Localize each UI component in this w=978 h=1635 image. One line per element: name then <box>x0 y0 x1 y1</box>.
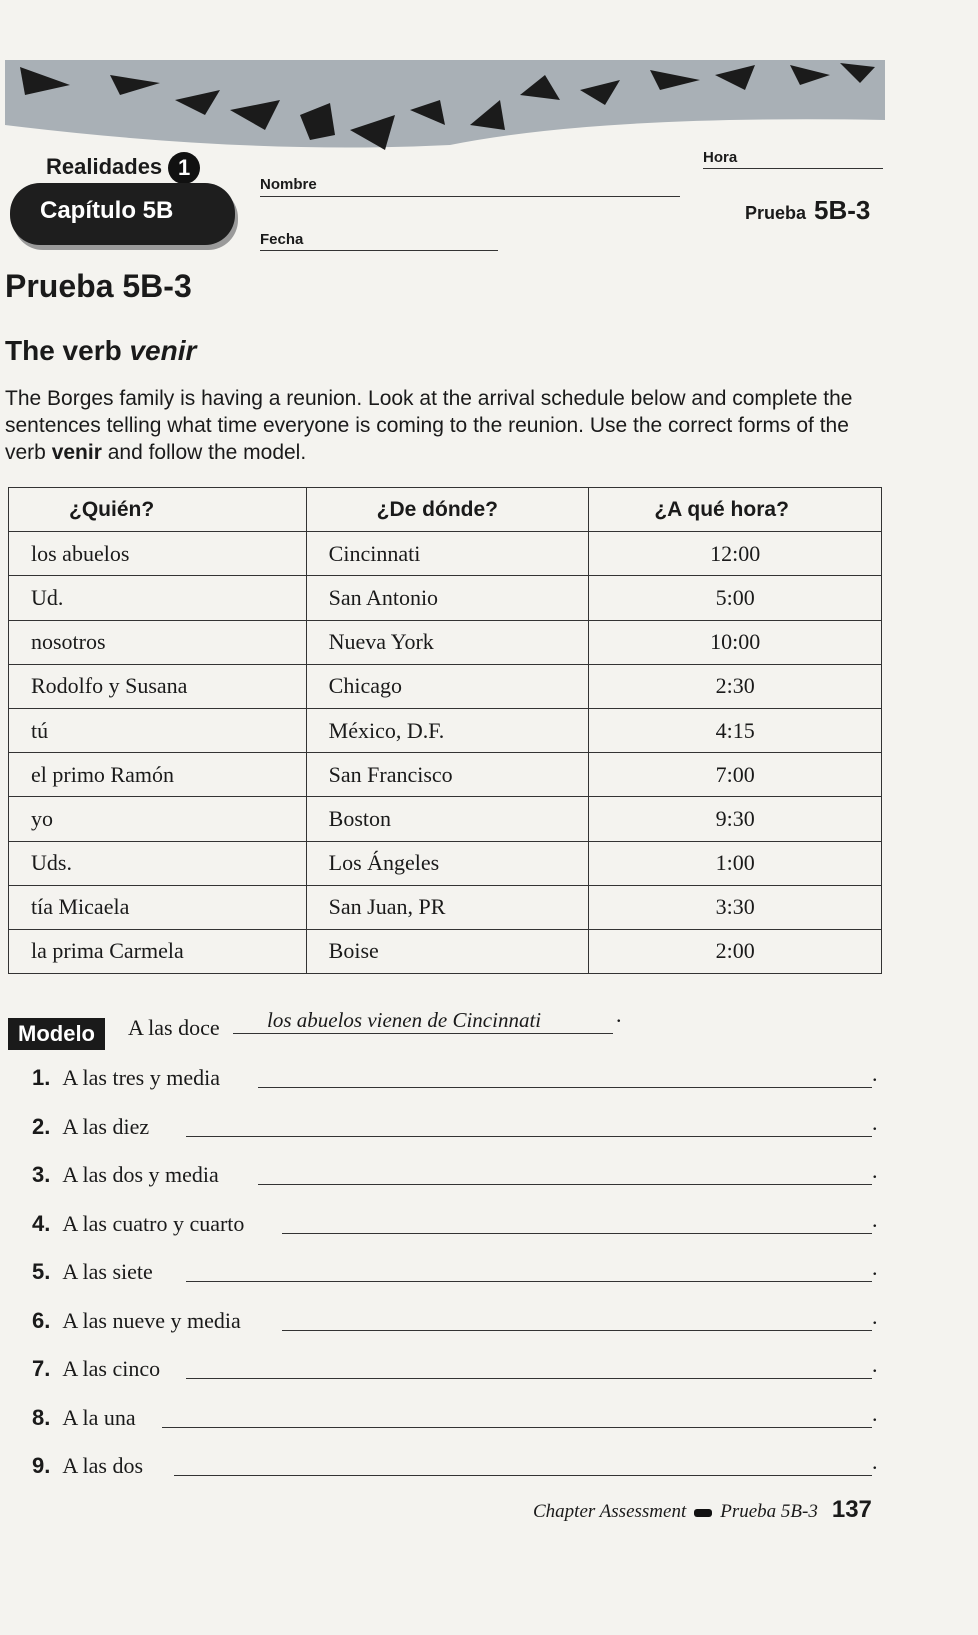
cell-de-donde: Los Ángeles <box>306 841 589 885</box>
footer-separator <box>694 1509 712 1517</box>
question-prompt: A las tres y media <box>62 1065 220 1090</box>
instructions <box>5 385 890 466</box>
question-item <box>32 1405 136 1431</box>
question-number: 7. <box>32 1356 51 1381</box>
answer-period: . <box>872 1352 878 1377</box>
nombre-line[interactable] <box>260 196 680 197</box>
instructions-part2: and follow the model. <box>101 441 307 464</box>
question-prompt: A las nueve y media <box>62 1307 241 1333</box>
question-number: 5. <box>32 1259 51 1284</box>
question-prompt: A las diez <box>62 1113 150 1139</box>
answer-period: . <box>872 1400 878 1426</box>
question-item <box>32 1259 153 1285</box>
question-item <box>32 1308 241 1334</box>
page-title: Prueba 5B-3 <box>5 268 192 304</box>
answer-period: . <box>872 1061 878 1086</box>
cell-quien: el primo Ramón <box>9 753 307 797</box>
header-quien: ¿Quién? <box>9 488 307 532</box>
answer-line[interactable] <box>282 1233 872 1234</box>
cell-quien: Uds. <box>9 841 307 885</box>
model-period: . <box>616 1002 622 1027</box>
cell-hora: 3:30 <box>589 885 882 929</box>
question-number: 8. <box>32 1404 51 1430</box>
answer-line[interactable] <box>282 1330 872 1331</box>
answer-line[interactable] <box>258 1184 872 1185</box>
section-title-text: The verb <box>5 335 130 366</box>
question-item <box>32 1453 143 1479</box>
cell-quien: nosotros <box>9 620 307 664</box>
cell-de-donde: San Francisco <box>306 753 589 797</box>
cell-hora: 10:00 <box>589 620 882 664</box>
cell-hora: 1:00 <box>589 841 882 885</box>
cell-de-donde: San Antonio <box>306 576 589 620</box>
cell-hora: 4:15 <box>589 708 882 752</box>
cell-quien: la prima Carmela <box>9 929 307 973</box>
series-title <box>46 152 200 184</box>
header-a-que-hora: ¿A qué hora? <box>589 488 882 532</box>
question-prompt: A las cuatro y cuarto <box>62 1210 245 1236</box>
question-item <box>32 1114 149 1140</box>
cell-quien: tú <box>9 708 307 752</box>
answer-line[interactable] <box>162 1427 872 1428</box>
question-prompt: A las cinco <box>62 1356 161 1381</box>
level-badge: 1 <box>168 152 200 184</box>
page-number: 137 <box>831 1496 872 1523</box>
cell-quien: yo <box>9 797 307 841</box>
hora-label: Hora <box>703 149 738 166</box>
cell-de-donde: Chicago <box>306 664 589 708</box>
question-prompt: A la una <box>62 1404 136 1430</box>
cell-de-donde: San Juan, PR <box>306 885 589 929</box>
table-row <box>9 885 882 929</box>
table-row <box>9 753 882 797</box>
table-row <box>9 797 882 841</box>
header-de-donde: ¿De dónde? <box>306 488 589 532</box>
decorative-banner <box>0 55 930 155</box>
series-name: Realidades <box>46 153 163 179</box>
table-row <box>9 841 882 885</box>
question-number: 1. <box>32 1065 51 1090</box>
cell-hora: 5:00 <box>589 576 882 620</box>
cell-de-donde: Boise <box>306 929 589 973</box>
answer-period: . <box>872 1158 878 1183</box>
page-footer <box>533 1496 872 1524</box>
nombre-label: Nombre <box>260 176 317 193</box>
model-answer: los abuelos vienen de Cincinnati <box>233 1008 613 1034</box>
table-row <box>9 532 882 576</box>
instructions-verb: venir <box>51 441 102 464</box>
answer-line[interactable] <box>186 1136 872 1137</box>
table-row <box>9 929 882 973</box>
question-number: 9. <box>32 1453 51 1478</box>
cell-quien: Rodolfo y Susana <box>9 664 307 708</box>
quiz-code: 5B-3 <box>814 195 871 225</box>
hora-line[interactable] <box>703 168 883 169</box>
question-number: 2. <box>32 1113 51 1139</box>
answer-period: . <box>872 1449 878 1474</box>
answer-period: . <box>872 1109 878 1135</box>
footer-quiz: Prueba 5B-3 <box>720 1501 818 1522</box>
cell-hora: 7:00 <box>589 753 882 797</box>
question-prompt: A las dos y media <box>62 1162 219 1187</box>
answer-period: . <box>872 1206 878 1232</box>
question-prompt: A las dos <box>62 1453 144 1478</box>
cell-de-donde: Cincinnati <box>306 532 589 576</box>
question-item <box>32 1065 220 1091</box>
answer-line[interactable] <box>174 1475 872 1476</box>
quiz-word: Prueba <box>745 203 807 223</box>
fecha-line[interactable] <box>260 250 498 251</box>
cell-quien: Ud. <box>9 576 307 620</box>
question-number: 6. <box>32 1307 51 1333</box>
table-row <box>9 664 882 708</box>
table-row <box>9 708 882 752</box>
table-row <box>9 576 882 620</box>
question-item <box>32 1162 219 1188</box>
answer-line[interactable] <box>258 1087 872 1088</box>
cell-hora: 12:00 <box>589 532 882 576</box>
section-title <box>5 335 196 367</box>
question-number: 3. <box>32 1162 51 1187</box>
answer-line[interactable] <box>186 1378 872 1379</box>
model-prompt: A las doce <box>128 1015 220 1040</box>
cell-quien: los abuelos <box>9 532 307 576</box>
cell-hora: 2:30 <box>589 664 882 708</box>
cell-de-donde: México, D.F. <box>306 708 589 752</box>
cell-quien: tía Micaela <box>9 885 307 929</box>
table-row <box>9 620 882 664</box>
cell-de-donde: Boston <box>306 797 589 841</box>
instructions-part1: The Borges family is having a reunion. Look at the arrival schedule below and complete the sentences telling what time everyone is coming to the reunion. Use the correct forms of the verb <box>5 387 853 464</box>
fecha-label: Fecha <box>260 231 304 248</box>
cell-hora: 2:00 <box>589 929 882 973</box>
chapter-badge: Capítulo 5B <box>10 183 235 245</box>
table-header-row <box>9 488 882 532</box>
cell-de-donde: Nueva York <box>306 620 589 664</box>
section-title-verb: venir <box>129 335 197 366</box>
answer-line[interactable] <box>186 1281 872 1282</box>
question-number: 4. <box>32 1210 51 1236</box>
quiz-id-header <box>745 195 870 226</box>
arrival-schedule-table <box>8 487 882 974</box>
cell-hora: 9:30 <box>589 797 882 841</box>
modelo-label: Modelo <box>8 1018 105 1050</box>
answer-period: . <box>872 1303 878 1329</box>
footer-text: Chapter Assessment <box>533 1501 687 1522</box>
question-item <box>32 1356 160 1382</box>
answer-period: . <box>872 1255 878 1280</box>
question-item <box>32 1211 244 1237</box>
question-prompt: A las siete <box>62 1259 153 1284</box>
